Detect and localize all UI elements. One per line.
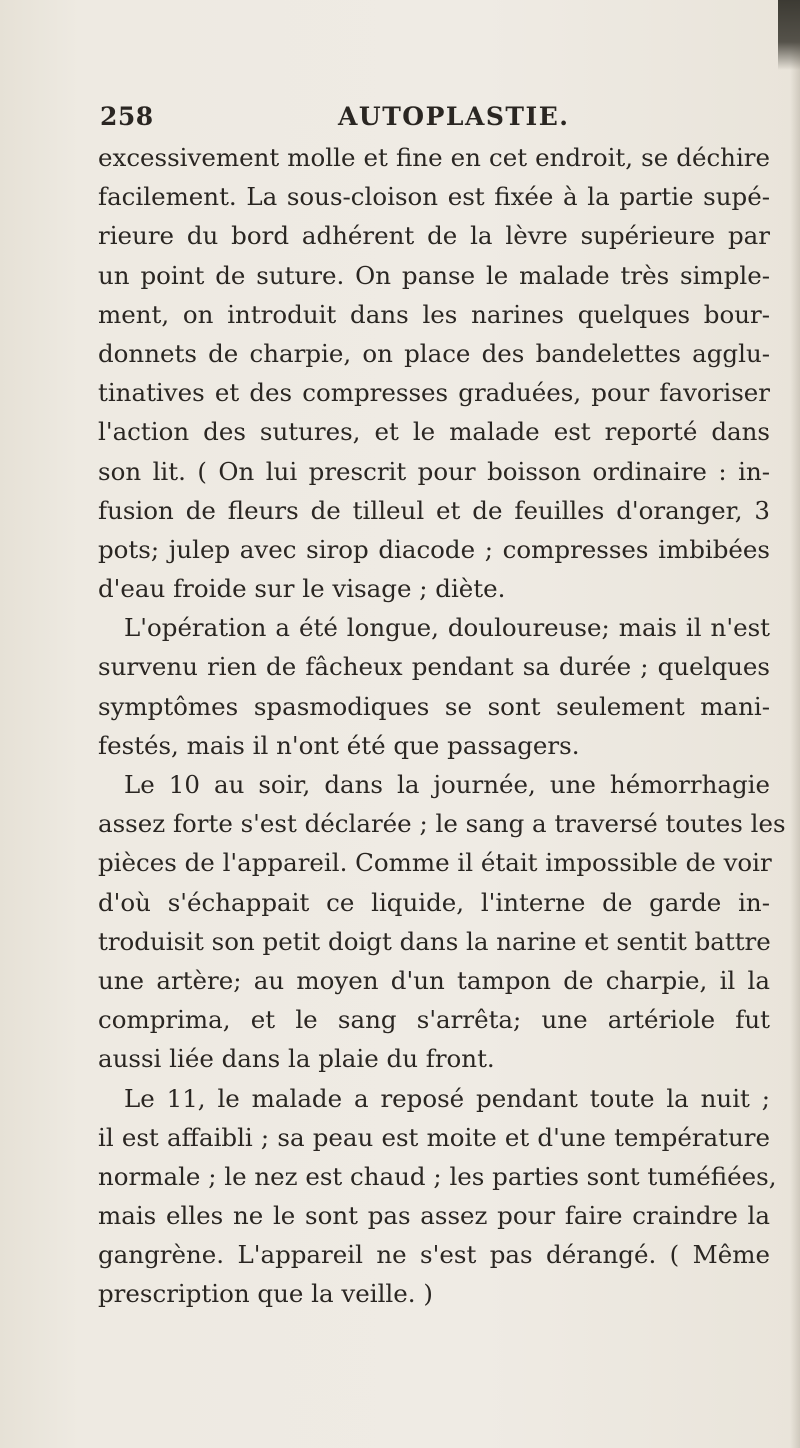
text-line: pièces de l'appareil. Comme il était impossible de voir bbox=[98, 848, 772, 878]
page-edge-shadow bbox=[790, 0, 800, 1448]
text-line: prescription que la veille. ) bbox=[98, 1279, 433, 1309]
text-line: normale ; le nez est chaud ; les parties sont tuméfiées, bbox=[98, 1161, 777, 1191]
text-line: son lit. ( On lui prescrit pour boisson ordinaire : in- bbox=[98, 456, 770, 486]
page-number: 258 bbox=[100, 102, 154, 131]
text-line: fusion de fleurs de tilleul et de feuilles d'oranger, 3 bbox=[98, 495, 770, 525]
page-header bbox=[100, 102, 760, 138]
text-line: une artère; au moyen d'un tampon de charpie, il la bbox=[98, 965, 770, 995]
text-line: festés, mais il n'ont été que passagers. bbox=[98, 730, 580, 760]
text-line: survenu rien de fâcheux pendant sa durée ; quelques bbox=[98, 652, 770, 682]
text-line: tinatives et des compresses graduées, pour favoriser bbox=[98, 378, 770, 408]
text-line: assez forte s'est déclarée ; le sang a traversé toutes les bbox=[98, 809, 786, 839]
page-corner-shadow bbox=[778, 0, 800, 70]
text-line: L'opération a été longue, douloureuse; mais il n'est bbox=[124, 613, 770, 643]
text-line: l'action des sutures, et le malade est reporté dans bbox=[98, 417, 770, 447]
text-line: symptômes spasmodiques se sont seulement mani- bbox=[98, 691, 770, 721]
text-line: rieure du bord adhérent de la lèvre supérieure par bbox=[98, 221, 770, 251]
text-line: troduisit son petit doigt dans la narine et sentit battre bbox=[98, 926, 771, 956]
text-line: il est affaibli ; sa peau est moite et d'une température bbox=[98, 1122, 770, 1152]
text-line: d'eau froide sur le visage ; diète. bbox=[98, 574, 506, 604]
text-line: mais elles ne le sont pas assez pour faire craindre la bbox=[98, 1201, 770, 1231]
text-line: d'où s'échappait ce liquide, l'interne de garde in- bbox=[98, 887, 770, 917]
text-line: pots; julep avec sirop diacode ; compresses imbibées bbox=[98, 534, 770, 564]
text-line: donnets de charpie, on place des bandelettes agglu- bbox=[98, 338, 770, 368]
text-line: excessivement molle et fine en cet endroit, se déchire bbox=[98, 143, 770, 172]
text-line: facilement. La sous-cloison est fixée à la partie supé- bbox=[98, 182, 770, 212]
text-line: comprima, et le sang s'arrêta; une artériole fut bbox=[98, 1005, 770, 1035]
text-line: ment, on introduit dans les narines quelques bour- bbox=[98, 299, 770, 329]
text-line: un point de suture. On panse le malade très simple- bbox=[98, 260, 770, 290]
text-line: Le 10 au soir, dans la journée, une hémorrhagie bbox=[124, 770, 770, 799]
body-text bbox=[98, 138, 786, 1314]
text-line: Le 11, le malade a reposé pendant toute la nuit ; bbox=[124, 1083, 770, 1113]
text-line: gangrène. L'appareil ne s'est pas dérangé. ( Même bbox=[98, 1240, 770, 1270]
text-line: aussi liée dans la plaie du front. bbox=[98, 1044, 495, 1074]
running-title: AUTOPLASTIE. bbox=[338, 102, 570, 131]
